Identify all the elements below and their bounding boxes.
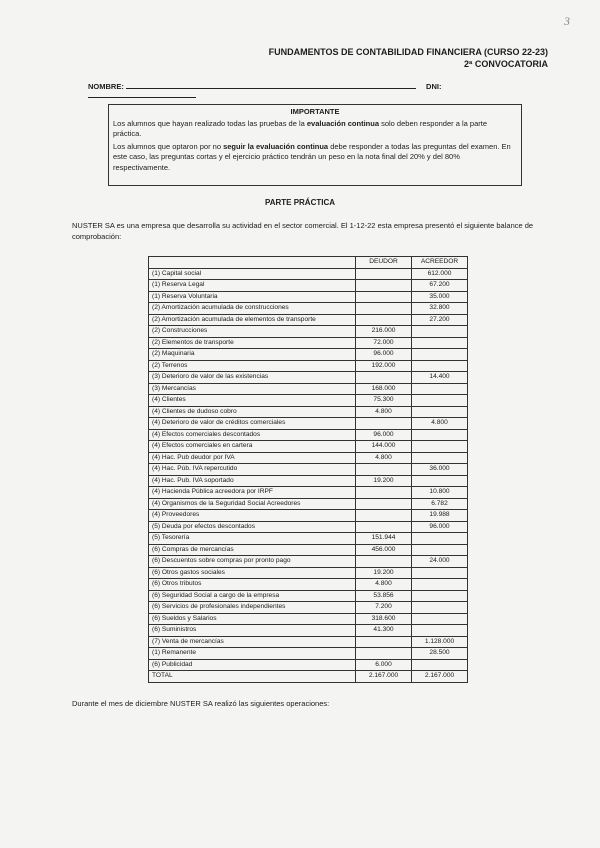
cell-deudor — [356, 556, 412, 568]
cell-acreedor: 36.000 — [412, 464, 468, 476]
cell-deudor: 2.167.000 — [356, 671, 412, 683]
cell-deudor: 144.000 — [356, 441, 412, 453]
cell-acreedor: 35.000 — [412, 291, 468, 303]
cell-deudor — [356, 418, 412, 430]
cell-concept: (4) Efectos comerciales en cartera — [149, 441, 356, 453]
table-row — [149, 544, 468, 556]
table-row — [149, 360, 468, 372]
exam-call: 2ª CONVOCATORIA — [463, 59, 548, 69]
cell-acreedor: 10.800 — [412, 487, 468, 499]
cell-concept: (4) Hac. Pub. IVA soportado — [149, 475, 356, 487]
cell-deudor: 216.000 — [356, 326, 412, 338]
cell-deudor: 53.856 — [356, 590, 412, 602]
cell-concept: (2) Amortización acumulada de elementos de transporte — [149, 314, 356, 326]
table-row — [149, 303, 468, 315]
table-row — [149, 579, 468, 591]
cell-concept: (4) Clientes de dudoso cobro — [149, 406, 356, 418]
cell-deudor: 19.200 — [356, 475, 412, 487]
cell-deudor — [356, 648, 412, 660]
cell-deudor — [356, 636, 412, 648]
cell-acreedor: 2.167.000 — [412, 671, 468, 683]
cell-deudor — [356, 314, 412, 326]
cell-deudor — [356, 303, 412, 315]
cell-deudor: 6.000 — [356, 659, 412, 671]
table-header-row — [149, 257, 468, 269]
cell-acreedor — [412, 579, 468, 591]
table-row — [149, 602, 468, 614]
cell-deudor — [356, 510, 412, 522]
cell-concept: (4) Clientes — [149, 395, 356, 407]
cell-concept: (4) Organismos de la Seguridad Social Acreedores — [149, 498, 356, 510]
cell-concept: (4) Deterioro de valor de créditos comerciales — [149, 418, 356, 430]
cell-concept: (3) Deterioro de valor de las existencias — [149, 372, 356, 384]
header-acreedor: ACREEDOR — [412, 257, 468, 269]
table-row — [149, 441, 468, 453]
cell-deudor: 192.000 — [356, 360, 412, 372]
cell-acreedor — [412, 337, 468, 349]
cell-concept: (2) Terrenos — [149, 360, 356, 372]
name-label: NOMBRE: — [88, 82, 124, 91]
cell-acreedor — [412, 590, 468, 602]
cell-deudor: 96.000 — [356, 429, 412, 441]
header-deudor: DEUDOR — [356, 257, 412, 269]
cell-acreedor — [412, 625, 468, 637]
cell-acreedor: 612.000 — [412, 268, 468, 280]
table-total-row — [149, 671, 468, 683]
cell-acreedor — [412, 613, 468, 625]
notice-paragraph-1: Los alumnos que hayan realizado todas las pruebas de la evaluación continua solo deben responder a la parte práctica. — [113, 118, 487, 138]
cell-acreedor — [412, 406, 468, 418]
cell-acreedor — [412, 567, 468, 579]
table-row — [149, 349, 468, 361]
cell-concept: (6) Sueldos y Salarios — [149, 613, 356, 625]
cell-concept: (4) Efectos comerciales descontados — [149, 429, 356, 441]
table-row — [149, 567, 468, 579]
cell-concept: (1) Reserva Voluntaria — [149, 291, 356, 303]
cell-deudor — [356, 280, 412, 292]
table-row — [149, 636, 468, 648]
cell-acreedor — [412, 602, 468, 614]
cell-concept: (6) Servicios de profesionales independientes — [149, 602, 356, 614]
cell-concept: (6) Compras de mercancías — [149, 544, 356, 556]
table-row — [149, 625, 468, 637]
table-row — [149, 510, 468, 522]
cell-concept: (4) Hac. Púb. IVA repercutido — [149, 464, 356, 476]
cell-concept: (6) Publicidad — [149, 659, 356, 671]
table-row — [149, 464, 468, 476]
table-row — [149, 659, 468, 671]
cell-acreedor: 32.800 — [412, 303, 468, 315]
cell-deudor: 96.000 — [356, 349, 412, 361]
cell-acreedor — [412, 475, 468, 487]
dni-label: DNI: — [426, 82, 442, 91]
table-row — [149, 498, 468, 510]
table-row — [149, 613, 468, 625]
name-field[interactable] — [126, 88, 416, 89]
table-row — [149, 406, 468, 418]
cell-concept: (2) Construcciones — [149, 326, 356, 338]
cell-concept: (2) Amortización acumulada de construcciones — [149, 303, 356, 315]
header-concept — [149, 257, 356, 269]
notice-title: IMPORTANTE — [290, 107, 340, 116]
cell-deudor — [356, 464, 412, 476]
cell-concept: (4) Hac. Pub deudor por IVA — [149, 452, 356, 464]
cell-deudor: 318.600 — [356, 613, 412, 625]
table-row — [149, 395, 468, 407]
cell-deudor — [356, 498, 412, 510]
cell-concept: TOTAL — [149, 671, 356, 683]
cell-acreedor: 24.000 — [412, 556, 468, 568]
section-title: PARTE PRÁCTICA — [264, 198, 336, 207]
cell-deudor — [356, 372, 412, 384]
table-row — [149, 487, 468, 499]
cell-deudor — [356, 268, 412, 280]
trial-balance-table — [148, 256, 468, 683]
notice-paragraph-2: Los alumnos que optaron por no seguir la evaluación continua debe responder a todas las preguntas del examen. En este caso, las preguntas cortas y el ejercicio práctico tendrán un peso en la nota final del 20% y del 80% respectivamente. — [113, 141, 511, 172]
cell-concept: (4) Proveedores — [149, 510, 356, 522]
cell-acreedor — [412, 533, 468, 545]
cell-acreedor — [412, 395, 468, 407]
cell-acreedor — [412, 659, 468, 671]
cell-deudor: 4.800 — [356, 579, 412, 591]
cell-acreedor: 27.200 — [412, 314, 468, 326]
cell-concept: (6) Seguridad Social a cargo de la empresa — [149, 590, 356, 602]
table-row — [149, 590, 468, 602]
cell-acreedor: 19.988 — [412, 510, 468, 522]
cell-concept: (1) Capital social — [149, 268, 356, 280]
cell-deudor: 456.000 — [356, 544, 412, 556]
cell-acreedor — [412, 452, 468, 464]
table-row — [149, 326, 468, 338]
table-row — [149, 280, 468, 292]
table-row — [149, 337, 468, 349]
cell-deudor: 151.944 — [356, 533, 412, 545]
cell-acreedor: 14.400 — [412, 372, 468, 384]
cell-deudor: 7.200 — [356, 602, 412, 614]
cell-concept: (3) Mercancías — [149, 383, 356, 395]
table-row — [149, 291, 468, 303]
table-row — [149, 648, 468, 660]
cell-deudor — [356, 291, 412, 303]
cell-deudor: 4.800 — [356, 452, 412, 464]
cell-acreedor: 67.200 — [412, 280, 468, 292]
cell-acreedor — [412, 441, 468, 453]
cell-acreedor: 96.000 — [412, 521, 468, 533]
cell-deudor: 4.800 — [356, 406, 412, 418]
page-number: 3 — [564, 14, 570, 28]
cell-concept: (4) Hacienda Pública acreedora por IRPF — [149, 487, 356, 499]
cell-deudor: 75.300 — [356, 395, 412, 407]
cell-acreedor — [412, 383, 468, 395]
table-row — [149, 383, 468, 395]
cell-acreedor: 28.500 — [412, 648, 468, 660]
cell-acreedor: 1.128.000 — [412, 636, 468, 648]
closing-text: Durante el mes de diciembre NUSTER SA realizó las siguientes operaciones: — [72, 699, 330, 708]
cell-concept: (6) Otros tributos — [149, 579, 356, 591]
course-title: FUNDAMENTOS DE CONTABILIDAD FINANCIERA (CURSO 22-23) — [268, 47, 548, 57]
cell-acreedor — [412, 544, 468, 556]
cell-acreedor — [412, 349, 468, 361]
cell-acreedor: 6.782 — [412, 498, 468, 510]
cell-deudor: 72.000 — [356, 337, 412, 349]
cell-acreedor — [412, 360, 468, 372]
table-row — [149, 475, 468, 487]
table-row — [149, 314, 468, 326]
cell-deudor: 168.000 — [356, 383, 412, 395]
table-row — [149, 418, 468, 430]
cell-concept: (7) Venta de mercancías — [149, 636, 356, 648]
cell-deudor: 41.300 — [356, 625, 412, 637]
cell-acreedor: 4.800 — [412, 418, 468, 430]
cell-concept: (6) Otros gastos sociales — [149, 567, 356, 579]
cell-concept: (2) Maquinaria — [149, 349, 356, 361]
dni-field[interactable] — [88, 97, 196, 98]
table-row — [149, 372, 468, 384]
cell-concept: (2) Elementos de transporte — [149, 337, 356, 349]
cell-deudor: 19.200 — [356, 567, 412, 579]
table-row — [149, 452, 468, 464]
table-row — [149, 268, 468, 280]
cell-concept: (6) Suministros — [149, 625, 356, 637]
cell-deudor — [356, 521, 412, 533]
cell-concept: (5) Tesorería — [149, 533, 356, 545]
table-row — [149, 556, 468, 568]
cell-concept: (6) Descuentos sobre compras por pronto pago — [149, 556, 356, 568]
important-notice — [108, 104, 522, 186]
intro-text: NUSTER SA es una empresa que desarrolla su actividad en el sector comercial. El 1-12-22 esta empresa presentó el siguiente balance de comprobación: — [72, 221, 534, 241]
cell-acreedor — [412, 326, 468, 338]
cell-concept: (1) Remanente — [149, 648, 356, 660]
student-form — [88, 82, 548, 100]
table-row — [149, 533, 468, 545]
cell-deudor — [356, 487, 412, 499]
cell-concept: (1) Reserva Legal — [149, 280, 356, 292]
cell-acreedor — [412, 429, 468, 441]
table-row — [149, 429, 468, 441]
cell-concept: (5) Deuda por efectos descontados — [149, 521, 356, 533]
table-row — [149, 521, 468, 533]
